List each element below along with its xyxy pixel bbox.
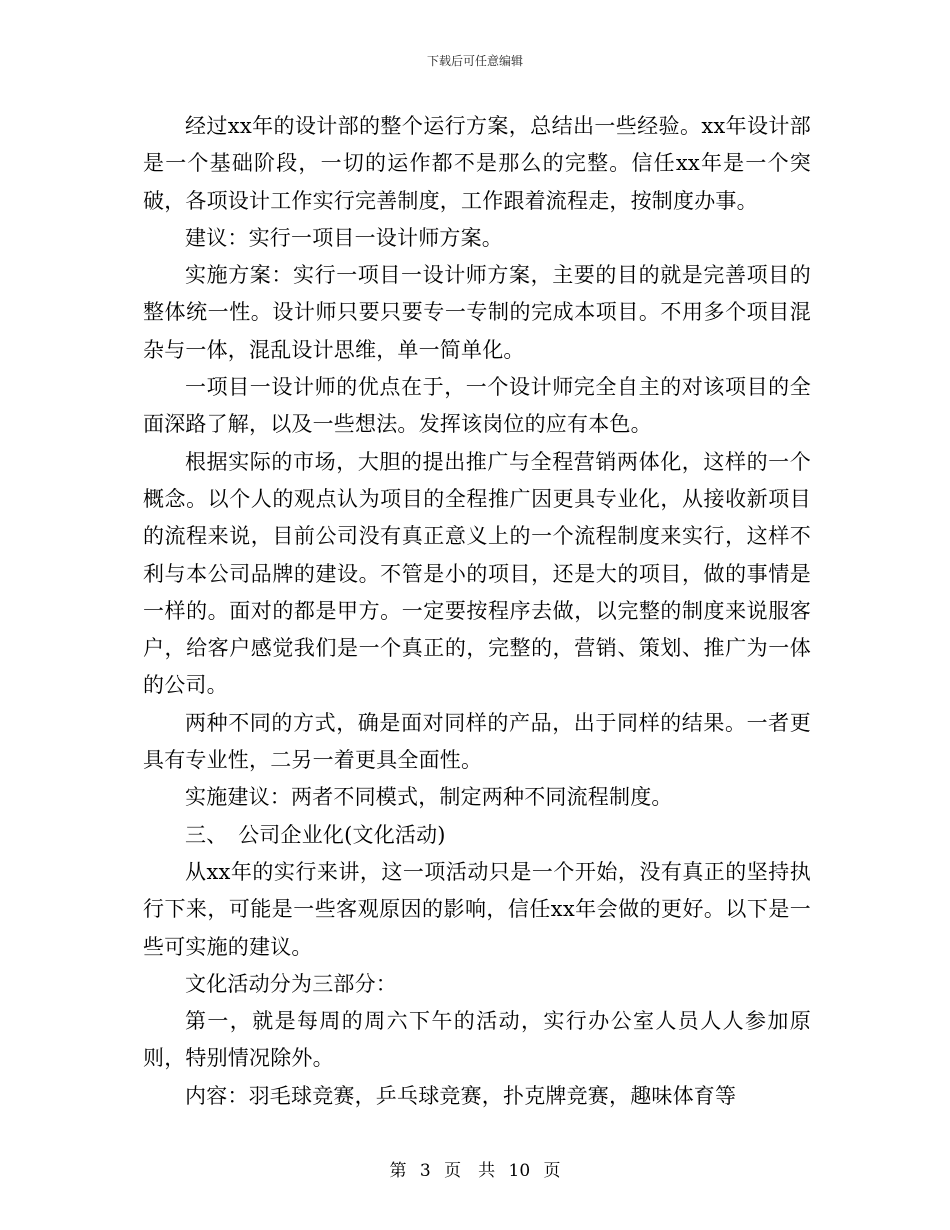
footer-middle: 页 共 <box>444 1161 496 1181</box>
paragraph: 第一，就是每周的周六下午的活动，实行办公室人员人人参加原则，特别情况除外。 <box>143 1009 811 1071</box>
paragraph: 文化活动分为三部分： <box>185 971 397 996</box>
paragraph: 两种不同的方式，确是面对同样的产品，出于同样的结果。一者更具有专业性，二另一着更具全面性。 <box>143 710 811 773</box>
current-page-number: 3 <box>419 1161 431 1181</box>
page-footer <box>0 1156 950 1181</box>
paragraph: 内容：羽毛球竞赛，乒乓球竞赛，扑克牌竞赛，趣味体育等 <box>185 1083 737 1108</box>
paragraph: 实施建议：两者不同模式，制定两种不同流程制度。 <box>185 785 673 810</box>
paragraph: 建议：实行一项目一设计师方案。 <box>185 225 503 250</box>
page-header: 下载后可任意编辑 <box>426 54 523 68</box>
paragraph: 根据实际的市场，大胆的提出推广与全程营销两体化，这样的一个概念。以个人的观点认为项目的全程推广因更具专业化，从接收新项目的流程来说，目前公司没有真正意义上的一个流程制度来实行，这样不利与本公司品牌的建设。不管是小的项目，还是大的项目，做的事情是一样的。面对的都是甲方。一定要按程序去做，以完整的制度来说服客户，给客户感觉我们是一个真正的，完整的，营销、策划、推广为一体的公司。 <box>143 449 811 698</box>
document-body <box>143 108 811 1115</box>
paragraph: 经过xx年的设计部的整个运行方案，总结出一些经验。xx年设计部是一个基础阶段，一切的运作都不是那么的完整。信任xx年是一个突破，各项设计工作实行完善制度，工作跟着流程走，按制度办事。 <box>143 114 811 213</box>
footer-suffix: 页 <box>543 1161 561 1181</box>
section-heading: 三、 公司企业化(文化活动) <box>185 822 446 847</box>
paragraph: 实施方案：实行一项目一设计师方案，主要的目的就是完善项目的整体统一性。设计师只要只要专一专制的完成本项目。不用多个项目混杂与一体，混乱设计思维，单一简单化。 <box>143 263 811 362</box>
footer-prefix: 第 <box>389 1161 407 1181</box>
paragraph: 从xx年的实行来讲，这一项活动只是一个开始，没有真正的坚持执行下来，可能是一些客观原因的影响，信任xx年会做的更好。以下是一些可实施的建议。 <box>143 859 811 959</box>
paragraph: 一项目一设计师的优点在于，一个设计师完全自主的对该项目的全面深路了解，以及一些想法。发挥该岗位的应有本色。 <box>143 375 811 437</box>
total-pages-number: 10 <box>508 1161 531 1181</box>
